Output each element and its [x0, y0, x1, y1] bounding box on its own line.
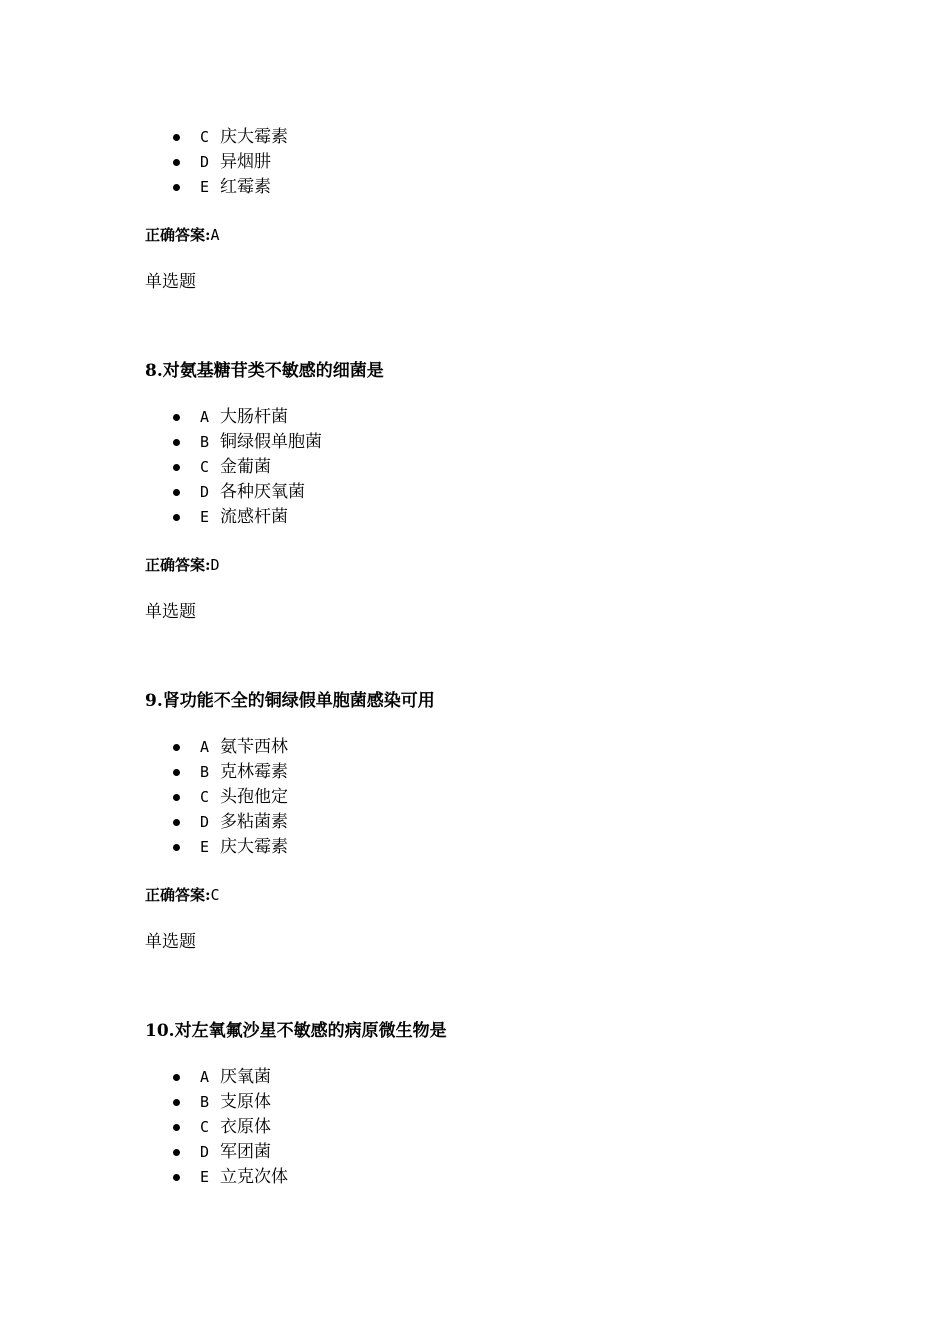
q10-option-a	[145, 1065, 905, 1090]
option-letter: D	[200, 153, 210, 171]
option-text: 军团菌	[220, 1142, 271, 1162]
bullet-icon	[173, 769, 180, 776]
option-letter: A	[200, 408, 210, 426]
option-text: 庆大霉素	[220, 127, 288, 147]
option-letter: E	[200, 1168, 210, 1186]
bullet-icon	[173, 489, 180, 496]
bullet-icon	[173, 744, 180, 751]
bullet-icon	[173, 514, 180, 521]
option-text: 多粘菌素	[220, 812, 288, 832]
option-text: 大肠杆菌	[220, 407, 288, 427]
option-letter: B	[200, 433, 210, 451]
option-text: 铜绿假单胞菌	[220, 432, 322, 452]
option-letter: B	[200, 1093, 210, 1111]
option-text: 支原体	[220, 1092, 271, 1112]
answer-value: A	[210, 226, 220, 244]
q10-title: 10.对左氧氟沙星不敏感的病原微生物是	[145, 1021, 447, 1041]
option-letter: C	[200, 458, 210, 476]
q10-option-list	[145, 1065, 905, 1190]
bullet-icon	[173, 464, 180, 471]
q8-option-e	[145, 505, 905, 530]
option-text: 立克次体	[220, 1167, 288, 1187]
option-letter: C	[200, 788, 210, 806]
option-letter: D	[200, 483, 210, 501]
bullet-icon	[173, 1099, 180, 1106]
option-text: 克林霉素	[220, 762, 288, 782]
answer-label: 正确答案:	[145, 556, 211, 574]
q8-option-b	[145, 430, 905, 455]
option-letter: E	[200, 838, 210, 856]
bullet-icon	[173, 159, 180, 166]
q7-option-list	[145, 125, 905, 200]
option-letter: B	[200, 763, 210, 781]
option-letter: A	[200, 1068, 210, 1086]
q8-option-list	[145, 405, 905, 530]
option-letter: D	[200, 1143, 210, 1161]
q10-option-d	[145, 1140, 905, 1165]
answer-label: 正确答案:	[145, 886, 211, 904]
option-text: 氨苄西林	[220, 737, 288, 757]
bullet-icon	[173, 1149, 180, 1156]
bullet-icon	[173, 1174, 180, 1181]
bullet-icon	[173, 1074, 180, 1081]
q8-option-a	[145, 405, 905, 430]
q9-type-label: 单选题	[145, 602, 196, 622]
q9-option-d	[145, 810, 905, 835]
option-letter: C	[200, 1118, 210, 1136]
bullet-icon	[173, 414, 180, 421]
option-letter: A	[200, 738, 210, 756]
q9-option-list	[145, 735, 905, 860]
option-letter: D	[200, 813, 210, 831]
bullet-icon	[173, 184, 180, 191]
bullet-icon	[173, 439, 180, 446]
q8-type-label: 单选题	[145, 272, 196, 292]
answer-value: C	[210, 886, 220, 904]
q7-option-e	[145, 175, 905, 200]
bullet-icon	[173, 134, 180, 141]
bullet-icon	[173, 1124, 180, 1131]
option-text: 庆大霉素	[220, 837, 288, 857]
bullet-icon	[173, 844, 180, 851]
q8-title: 8.对氨基糖苷类不敏感的细菌是	[145, 361, 384, 381]
answer-label: 正确答案:	[145, 226, 211, 244]
q9-option-a	[145, 735, 905, 760]
q8-option-d	[145, 480, 905, 505]
bullet-icon	[173, 819, 180, 826]
q10-option-e	[145, 1165, 905, 1190]
q8-answer	[145, 555, 220, 575]
q9-answer	[145, 885, 220, 905]
option-text: 异烟肼	[220, 152, 271, 172]
q10-type-label: 单选题	[145, 932, 196, 952]
q9-option-c	[145, 785, 905, 810]
answer-value: D	[210, 556, 220, 574]
option-text: 衣原体	[220, 1117, 271, 1137]
option-text: 各种厌氧菌	[220, 482, 305, 502]
option-text: 头孢他定	[220, 787, 288, 807]
q7-answer	[145, 225, 220, 245]
option-text: 红霉素	[220, 177, 271, 197]
q8-option-c	[145, 455, 905, 480]
q10-option-b	[145, 1090, 905, 1115]
q10-option-c	[145, 1115, 905, 1140]
option-text: 金葡菌	[220, 457, 271, 477]
option-text: 厌氧菌	[220, 1067, 271, 1087]
option-letter: E	[200, 178, 210, 196]
option-text: 流感杆菌	[220, 507, 288, 527]
q9-title: 9.肾功能不全的铜绿假单胞菌感染可用	[145, 691, 435, 711]
option-letter: E	[200, 508, 210, 526]
q9-option-e	[145, 835, 905, 860]
option-letter: C	[200, 128, 210, 146]
q9-option-b	[145, 760, 905, 785]
bullet-icon	[173, 794, 180, 801]
q7-option-c	[145, 125, 905, 150]
q7-option-d	[145, 150, 905, 175]
